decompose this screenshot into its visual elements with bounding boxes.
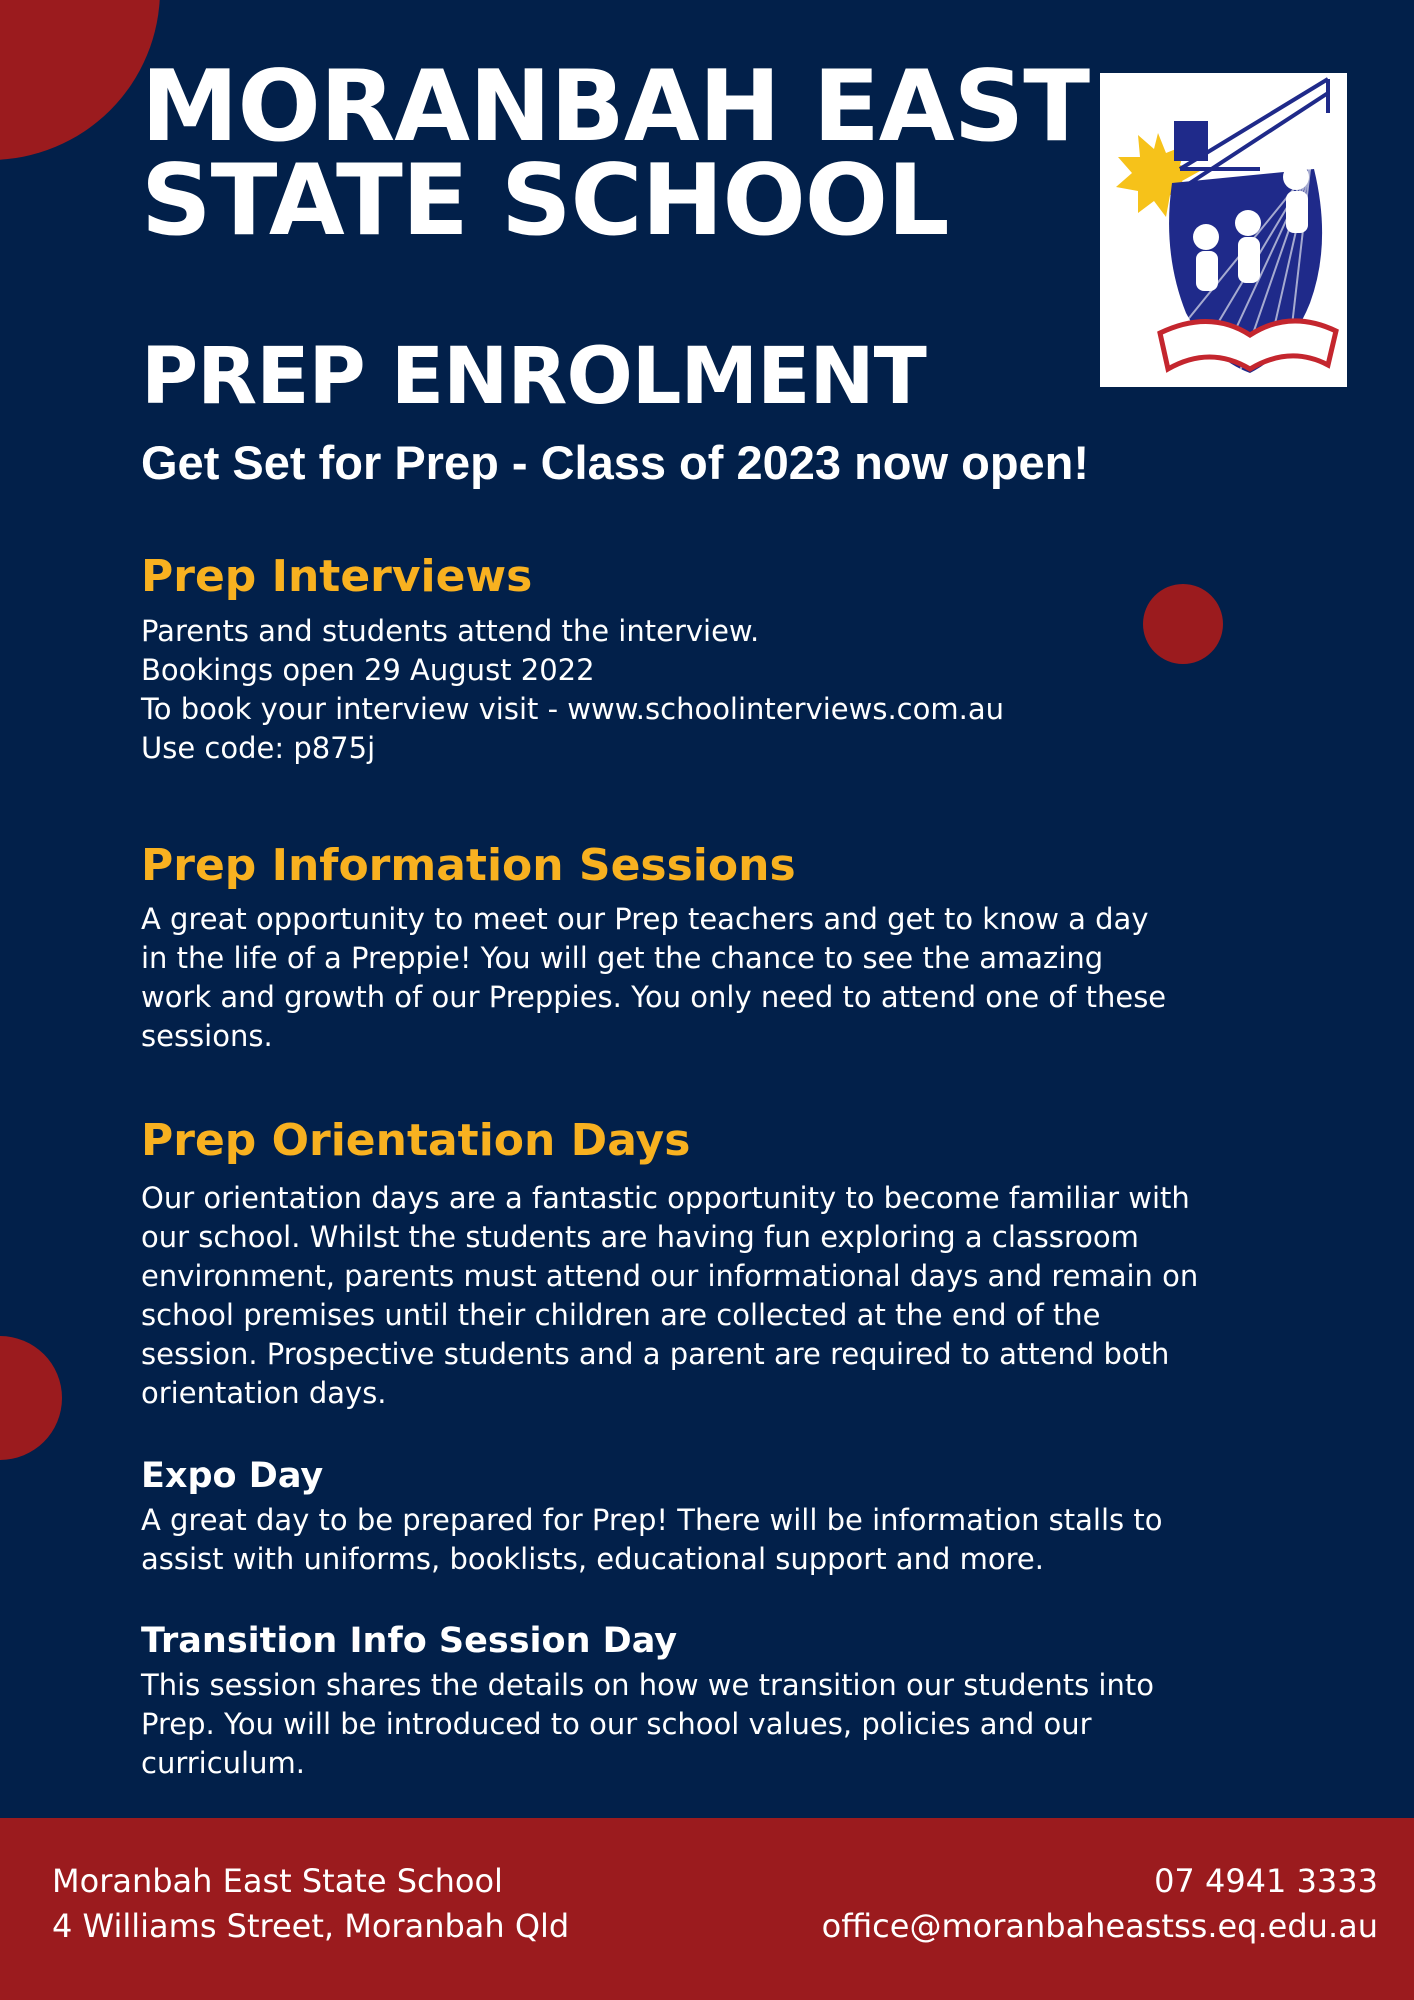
transition-line: curriculum. [141, 1746, 305, 1780]
transition-line: Prep. You will be introduced to our school values, policies and our [141, 1707, 1092, 1741]
orientation-heading: Prep Orientation Days [141, 1115, 691, 1166]
info-sessions-line: sessions. [141, 1019, 273, 1053]
footer-school-name: Moranbah East State School [52, 1862, 503, 1900]
school-name-line2: STATE SCHOOL [141, 144, 949, 258]
transition-heading: Transition Info Session Day [141, 1621, 678, 1661]
orientation-line: environment, parents must attend our informational days and remain on [141, 1259, 1199, 1293]
transition-text [141, 1666, 1154, 1783]
interviews-line: Parents and students attend the interview. [141, 614, 760, 648]
orientation-line: session. Prospective students and a parent are required to attend both [141, 1337, 1170, 1371]
info-sessions-line: work and growth of our Preppies. You only need to attend one of these [141, 980, 1167, 1014]
interviews-heading: Prep Interviews [141, 551, 533, 602]
footer [0, 1818, 1414, 2000]
expo-text [141, 1501, 1163, 1579]
interviews-line: Bookings open 29 August 2022 [141, 653, 595, 687]
info-sessions-line: A great opportunity to meet our Prep teachers and get to know a day [141, 902, 1149, 936]
info-sessions-text [141, 900, 1166, 1056]
transition-line: This session shares the details on how we transition our students into [141, 1668, 1154, 1702]
decorative-circle-left [0, 1336, 62, 1460]
school-name [141, 50, 1090, 258]
orientation-text [141, 1179, 1198, 1413]
expo-line: assist with uniforms, booklists, educational support and more. [141, 1542, 1044, 1576]
interviews-code: Use code: p875j [141, 731, 376, 765]
footer-phone[interactable]: 07 4941 3333 [1154, 1862, 1378, 1900]
school-crest-logo [1100, 73, 1347, 387]
footer-email[interactable]: office@moranbaheastss.eq.edu.au [821, 1907, 1378, 1945]
orientation-line: our school. Whilst the students are having fun exploring a classroom [141, 1220, 1139, 1254]
expo-line: A great day to be prepared for Prep! There will be information stalls to [141, 1503, 1163, 1537]
interviews-booking-link[interactable]: To book your interview visit - www.schoolinterviews.com.au [141, 692, 1004, 726]
tagline: Get Set for Prep - Class of 2023 now open! [141, 436, 1090, 489]
info-sessions-heading: Prep Information Sessions [141, 840, 796, 891]
expo-heading: Expo Day [141, 1456, 324, 1496]
decorative-circle-right [1143, 584, 1223, 664]
decorative-circle-top-left [0, 0, 160, 160]
footer-address-block [52, 1859, 569, 1949]
orientation-line: school premises until their children are collected at the end of the [141, 1298, 1101, 1332]
orientation-line: Our orientation days are a fantastic opportunity to become familiar with [141, 1181, 1190, 1215]
orientation-line: orientation days. [141, 1376, 387, 1410]
interviews-text [141, 612, 1004, 768]
page-title: PREP ENROLMENT [141, 332, 926, 422]
school-name-line1: MORANBAH EAST [141, 50, 1090, 164]
info-sessions-line: in the life of a Preppie! You will get the chance to see the amazing [141, 941, 1104, 975]
footer-contact-block [822, 1859, 1378, 1949]
footer-address: 4 Williams Street, Moranbah Qld [52, 1907, 570, 1945]
